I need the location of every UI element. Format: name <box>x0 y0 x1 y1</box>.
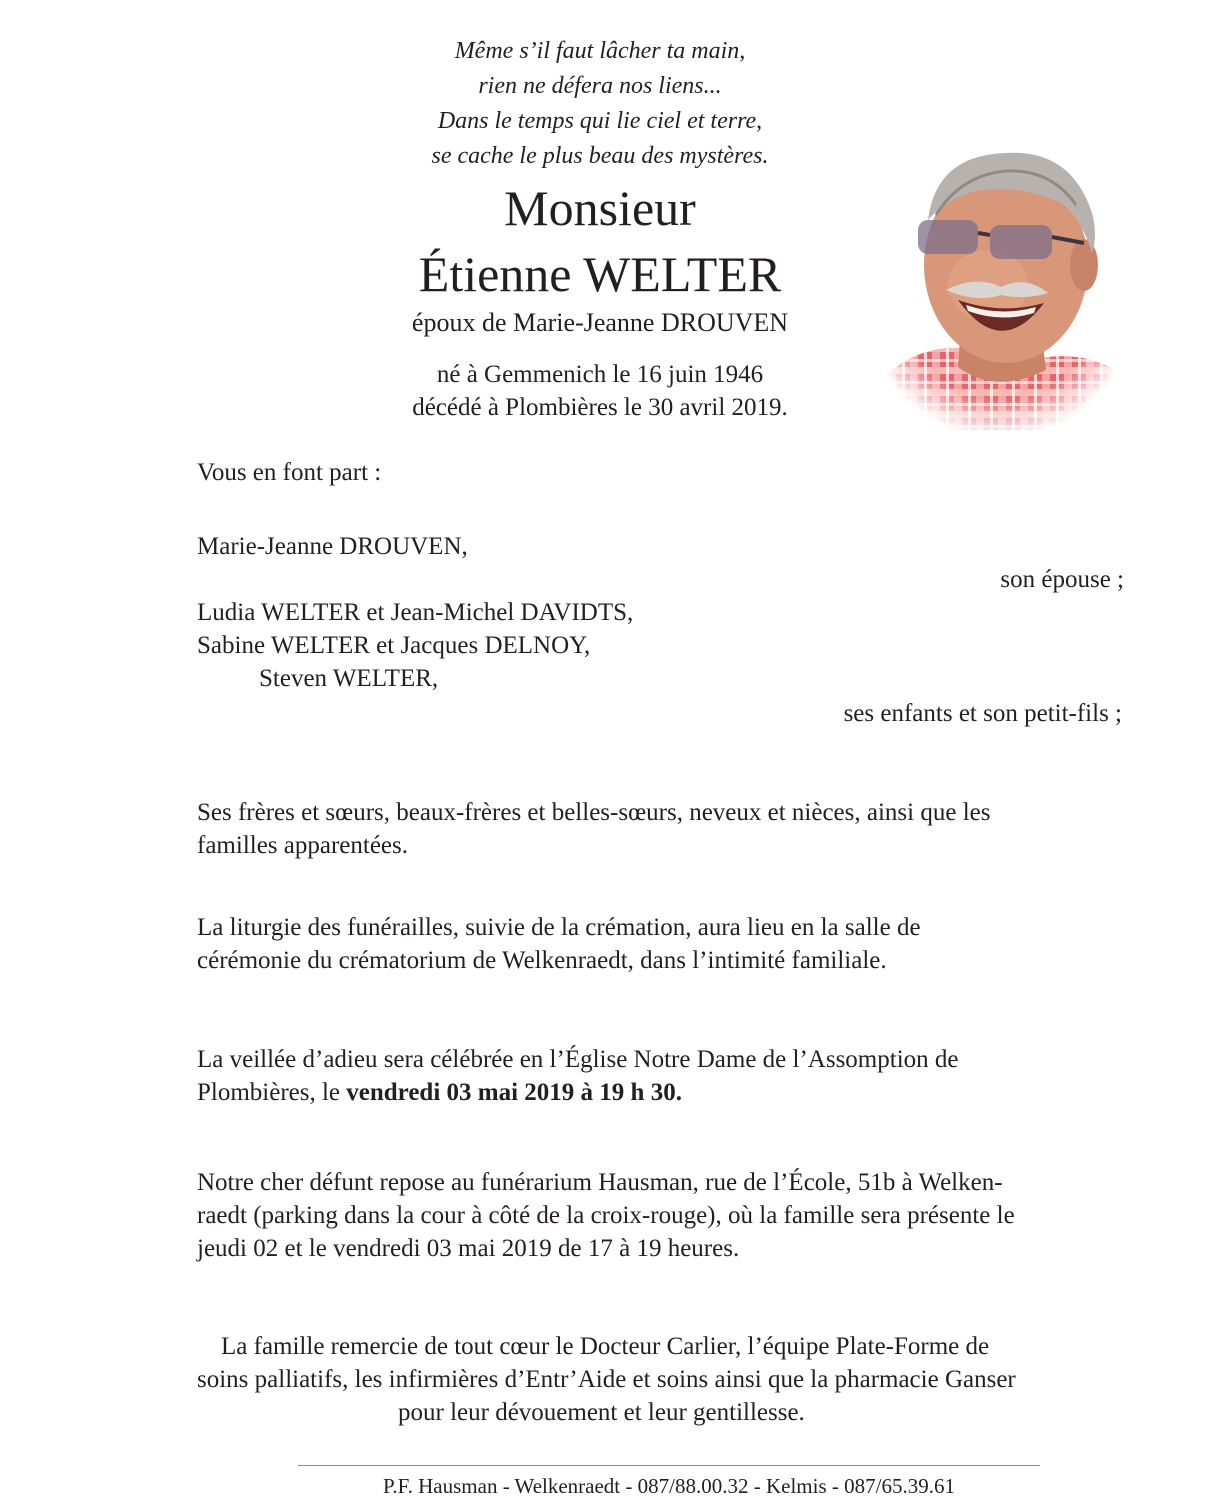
thanks-line: La famille remercie de tout cœur le Docteur Carlier, l’équipe Plate-Forme de <box>221 1333 990 1360</box>
poem-line: rien ne défera nos liens... <box>478 73 722 99</box>
thanks-line: pour leur dévouement et leur gentillesse. <box>398 1399 805 1426</box>
footer-divider <box>298 1465 1040 1466</box>
poem-line: Dans le temps qui lie ciel et terre, <box>437 108 763 134</box>
vigil-date: vendredi 03 mai 2019 à 19 h 30. <box>346 1079 682 1106</box>
spouse-name: Marie-Jeanne DROUVEN, <box>197 533 468 560</box>
poem-line: Même s’il faut lâcher ta main, <box>454 38 746 64</box>
deceased-name: Étienne WELTER <box>418 246 782 302</box>
child-line: Sabine WELTER et Jacques DELNOY, <box>197 632 591 659</box>
rest-line: Notre cher défunt repose au funérarium Hausman, rue de l’École, 51b à Welken- <box>197 1169 1003 1196</box>
siblings-line: Ses frères et sœurs, beaux-frères et belles-sœurs, neveux et nièces, ainsi que les <box>197 799 991 826</box>
rest-line: jeudi 02 et le vendredi 03 mai 2019 de 17 à 19 heures. <box>197 1235 740 1262</box>
birth-line: né à Gemmenich le 16 juin 1946 <box>436 361 764 388</box>
poem <box>300 34 900 174</box>
poem-line: se cache le plus beau des mystères. <box>431 143 769 169</box>
spouse-line: époux de Marie-Jeanne DROUVEN <box>411 308 789 337</box>
children-role: ses enfants et son petit-fils ; <box>843 700 1122 727</box>
footer-contact: P.F. Hausman - Welkenraedt - 087/88.00.32 - Kelmis - 087/65.39.61 <box>383 1474 955 1498</box>
siblings-line: familles apparentées. <box>197 832 409 859</box>
thanks-line: soins palliatifs, les infirmières d’Entr’Aide et soins ainsi que la pharmacie Ganser <box>197 1366 1016 1393</box>
grandchild-line: Steven WELTER, <box>259 665 439 692</box>
vigil-line: La veillée d’adieu sera célébrée en l’Église Notre Dame de l’Assomption de <box>197 1046 959 1073</box>
portrait-photo <box>866 125 1134 430</box>
vigil-prefix: Plombières, le <box>197 1079 347 1106</box>
liturgy-line: cérémonie du crématorium de Welkenraedt, dans l’intimité familiale. <box>197 947 887 974</box>
vigil-line <box>197 1076 682 1109</box>
death-line: décédé à Plombières le 30 avril 2019. <box>412 394 788 421</box>
spouse-role: son épouse ; <box>1000 566 1124 593</box>
rest-line: raedt (parking dans la cour à côté de la croix-rouge), où la famille sera présente le <box>197 1202 1015 1229</box>
child-line: Ludia WELTER et Jean-Michel DAVIDTS, <box>197 599 634 626</box>
liturgy-line: La liturgie des funérailles, suivie de la crémation, aura lieu en la salle de <box>197 914 921 941</box>
honorific: Monsieur <box>504 180 696 236</box>
intro-line: Vous en font part : <box>197 459 382 486</box>
